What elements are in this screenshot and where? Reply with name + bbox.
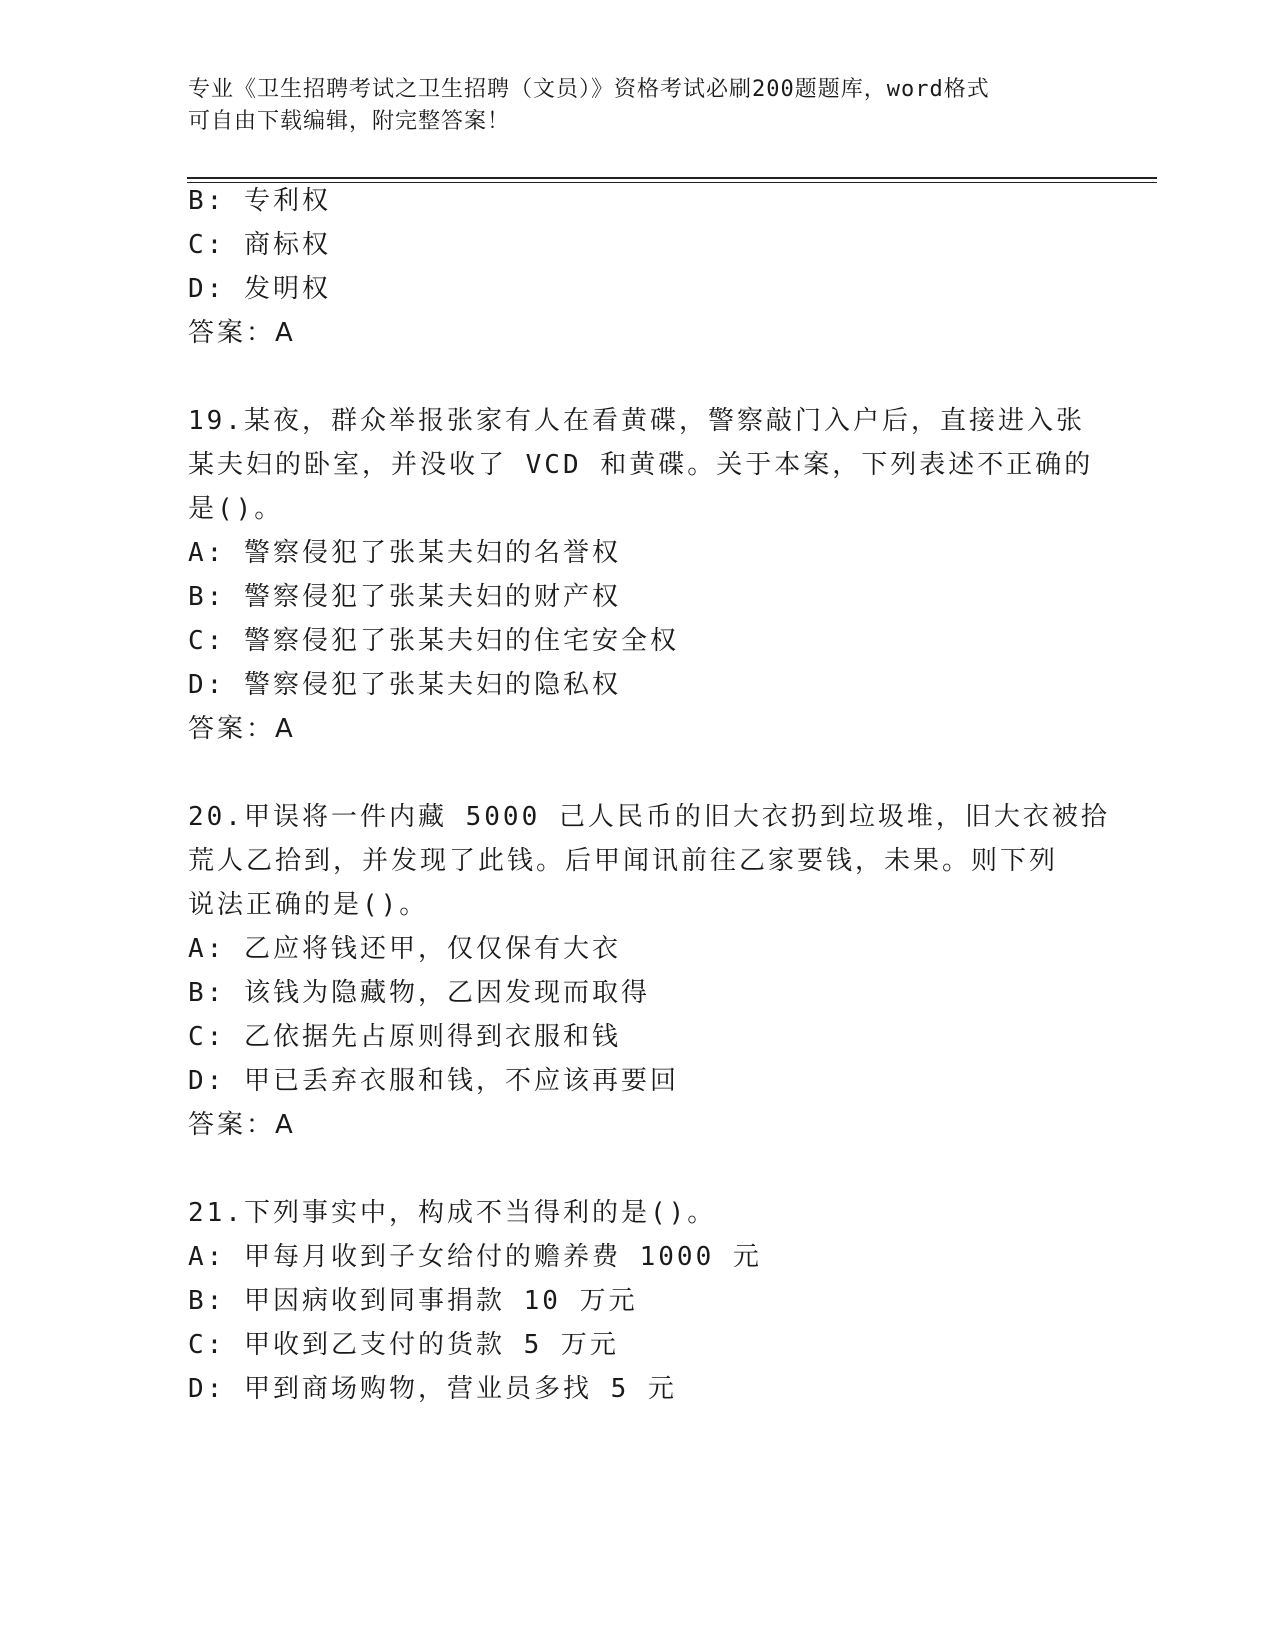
q21-stem-line1: 21.下列事实中，构成不当得利的是()。 (188, 1198, 717, 1228)
q18-answer: 答案：A (188, 318, 296, 348)
q20-option-a: A: 乙应将钱还甲，仅仅保有大衣 (188, 934, 621, 964)
q19-option-b: B: 警察侵犯了张某夫妇的财产权 (188, 582, 621, 612)
q19-option-d: D: 警察侵犯了张某夫妇的隐私权 (188, 670, 621, 700)
q21-option-a: A: 甲每月收到子女给付的赡养费 1000 元 (188, 1242, 762, 1272)
q20-answer: 答案：A (188, 1110, 296, 1140)
q20-option-d: D: 甲已丢弃衣服和钱，不应该再要回 (188, 1066, 679, 1096)
q20-stem-line2: 荒人乙拾到，并发现了此钱。后甲闻讯前往乙家要钱，未果。则下列 (188, 846, 1059, 876)
q20-option-b: B: 该钱为隐藏物，乙因发现而取得 (188, 978, 650, 1008)
q20-stem-line3: 说法正确的是()。 (188, 890, 429, 920)
q19-stem-line1: 19.某夜，群众举报张家有人在看黄碟，警察敲门入户后，直接进入张 (188, 406, 1085, 436)
q20-option-c: C: 乙依据先占原则得到衣服和钱 (188, 1022, 621, 1052)
q19-option-a: A: 警察侵犯了张某夫妇的名誉权 (188, 538, 621, 568)
q19-option-c: C: 警察侵犯了张某夫妇的住宅安全权 (188, 626, 679, 656)
q19-stem-line3: 是()。 (188, 494, 284, 524)
q20-stem-line1: 20.甲误将一件内藏 5000 己人民币的旧大衣扔到垃圾堆，旧大衣被拾 (188, 802, 1110, 832)
q21-option-d: D: 甲到商场购物，营业员多找 5 元 (188, 1374, 677, 1404)
q21-option-b: B: 甲因病收到同事捐款 10 万元 (188, 1286, 638, 1316)
q19-stem-line2: 某夫妇的卧室，并没收了 VCD 和黄碟。关于本案，下列表述不正确的 (188, 450, 1094, 480)
header-divider (187, 177, 1157, 183)
page-header (188, 74, 1068, 138)
q19-answer: 答案：A (188, 714, 296, 744)
header-title-line1: 专业《卫生招聘考试之卫生招聘（文员）》资格考试必刷200题题库，word格式 (188, 77, 990, 102)
q18-option-b: B: 专利权 (188, 186, 331, 216)
header-title-line2: 可自由下载编辑，附完整答案！ (188, 109, 511, 134)
q18-option-d: D: 发明权 (188, 274, 331, 304)
q18-option-c: C: 商标权 (188, 230, 331, 260)
q21-option-c: C: 甲收到乙支付的货款 5 万元 (188, 1330, 619, 1360)
